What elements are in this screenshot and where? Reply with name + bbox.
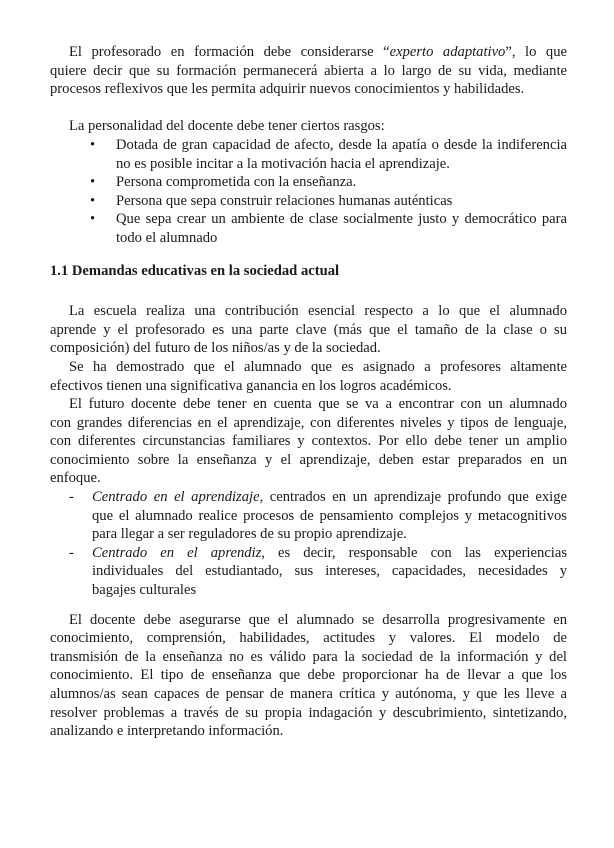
text-line xyxy=(50,648,567,667)
traits-lead-text: La personalidad del docente debe tener ciertos rasgos: xyxy=(69,118,385,135)
text-line xyxy=(50,611,567,630)
text-line xyxy=(50,469,567,488)
bullet-icon: • xyxy=(90,211,96,228)
text-line xyxy=(116,173,567,192)
text-segment: para llegar a ser reguladores de su propio aprendizaje. xyxy=(92,526,407,543)
text-line xyxy=(50,722,567,741)
text-segment: que el alumnado realice procesos de pensamiento complejos y metacognitivos xyxy=(92,507,567,524)
text-segment: con grandes diferencias en el aprendizaje, con diferentes niveles y tipos de lenguaje, xyxy=(50,414,567,431)
text-segment: El docente debe asegurarse que el alumnado se desarrolla progresivamente en xyxy=(69,611,567,628)
text-line xyxy=(50,432,567,451)
trait-list-item xyxy=(50,192,567,211)
text-segment: El profesorado en formación debe considerarse “ xyxy=(69,44,390,60)
text-segment: con diferentes circunstancias familiares y contextos. Por ello debe tener un amplio xyxy=(50,433,567,450)
traits-list xyxy=(50,136,567,248)
text-line xyxy=(116,229,567,248)
text-line xyxy=(50,80,567,99)
text-line xyxy=(92,525,567,544)
traits-lead xyxy=(50,117,567,136)
text-line xyxy=(50,377,567,396)
text-segment: composición) del futuro de los niños/as y de la sociedad. xyxy=(50,340,381,357)
text-line xyxy=(50,43,567,62)
text-line xyxy=(50,302,567,321)
text-segment: Que sepa crear un ambiente de clase socialmente justo y democrático para xyxy=(116,211,567,228)
section-body xyxy=(50,302,567,600)
text-line xyxy=(50,666,567,685)
text-segment: El futuro docente debe tener en cuenta que se va a encontrar con un alumnado xyxy=(69,396,567,413)
list-item-text xyxy=(116,136,567,173)
section-paragraph-1 xyxy=(50,302,567,358)
dash-icon: - xyxy=(69,544,74,561)
text-segment: individuales del estudiantado, sus intereses, capacidades, necesidades y xyxy=(92,563,567,580)
trait-list-item xyxy=(50,173,567,192)
list-item-text xyxy=(92,488,567,544)
text-line xyxy=(116,192,567,211)
text-segment: , centrados en un aprendizaje profundo que exige xyxy=(259,489,567,506)
text-line xyxy=(50,685,567,704)
text-segment: transmisión de la enseñanza no es válido para la sociedad de la información y del xyxy=(50,648,567,665)
text-line xyxy=(50,704,567,723)
text-line xyxy=(50,358,567,377)
text-line xyxy=(92,581,567,600)
section-paragraph-3 xyxy=(50,395,567,488)
focus-list-item xyxy=(50,488,567,544)
text-line xyxy=(50,629,567,648)
text-line xyxy=(50,339,567,358)
text-segment: La escuela realiza una contribución esencial respecto a lo que el alumnado xyxy=(69,303,567,320)
italic-term: Centrado en el aprendiz xyxy=(92,544,262,561)
text-line xyxy=(116,155,567,174)
text-segment: efectivos tienen una significativa ganancia en los logros académicos. xyxy=(50,377,452,394)
text-segment: todo el alumnado xyxy=(116,229,218,246)
trait-list-item xyxy=(50,210,567,247)
text-segment: conocimiento sobre la enseñanza y el aprendizaje, deben estar preparados en un xyxy=(50,451,567,468)
text-segment: analizando e interpretando información. xyxy=(50,723,284,740)
text-segment: enfoque. xyxy=(50,470,101,487)
text-segment: , es decir, responsable con las experiencias xyxy=(261,544,568,561)
bullet-icon: • xyxy=(90,136,96,153)
bullet-icon: • xyxy=(90,192,96,209)
text-segment: conocimiento, comprensión, habilidades, actitudes y valores. El modelo de xyxy=(50,630,567,647)
text-line xyxy=(92,488,567,507)
text-segment: Se ha demostrado que el alumnado que es asignado a profesores altamente xyxy=(69,358,567,375)
text-segment: conocimiento. El tipo de enseñanza que debe proporcionar ha de llevar a que los xyxy=(50,667,567,684)
text-line xyxy=(116,136,567,155)
text-line xyxy=(50,395,567,414)
focus-list-item xyxy=(50,544,567,600)
text-segment: resolver problemas a través de su propia indagación y descubrimiento, sintetizando, xyxy=(50,704,567,721)
list-item-text xyxy=(116,192,567,211)
text-line xyxy=(50,321,567,340)
text-segment: no es posible incitar a la motivación hacia el aprendizaje. xyxy=(116,155,450,172)
trait-list-item xyxy=(50,136,567,173)
list-item-text xyxy=(116,173,567,192)
text-segment: alumnos/as sean capaces de pensar de manera crítica y autónoma, y que les lleve a xyxy=(50,686,567,702)
list-item-text xyxy=(116,210,567,247)
text-line xyxy=(50,451,567,470)
text-segment: Persona que sepa construir relaciones humanas auténticas xyxy=(116,192,453,209)
text-line xyxy=(50,62,567,81)
list-item-text xyxy=(92,544,567,600)
text-line xyxy=(92,507,567,526)
text-segment: bagajes culturales xyxy=(92,582,197,599)
text-line xyxy=(92,562,567,581)
closing-paragraph xyxy=(50,611,567,741)
italic-term: Centrado en el aprendizaje xyxy=(92,489,260,506)
bullet-icon: • xyxy=(90,174,96,191)
text-line xyxy=(92,544,567,563)
text-segment: procesos reflexivos que les permita adquirir nuevos conocimientos y habilidades. xyxy=(50,81,525,98)
intro-paragraph xyxy=(50,43,567,99)
text-segment: Persona comprometida con la enseñanza. xyxy=(116,174,357,191)
text-line xyxy=(116,210,567,229)
text-segment: Dotada de gran capacidad de afecto, desde la apatía o desde la indiferencia xyxy=(116,136,567,153)
dash-icon: - xyxy=(69,489,74,506)
focus-list xyxy=(50,488,567,600)
text-segment: ”, lo que xyxy=(505,44,567,60)
section-paragraph-2 xyxy=(50,358,567,395)
text-segment: quiere decir que su formación permanecerá abierta a lo largo de su vida, mediante xyxy=(50,62,567,79)
italic-term: experto adaptativo xyxy=(389,44,506,60)
text-line xyxy=(50,414,567,433)
text-segment: aprende y el profesorado es una parte clave (más que el tamaño de la clase o su xyxy=(50,321,567,338)
section-heading: 1.1 Demandas educativas en la sociedad actual xyxy=(50,262,340,279)
